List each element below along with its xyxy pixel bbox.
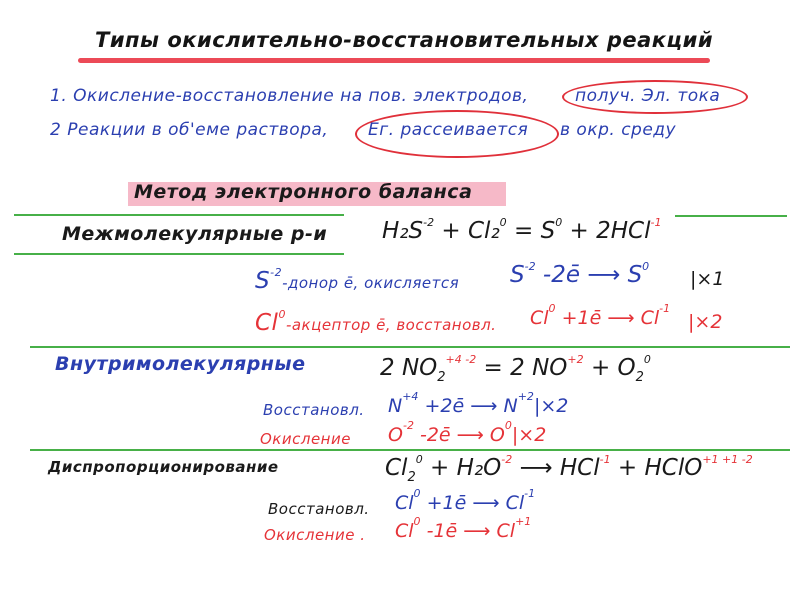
disproportionation-equation [385,453,753,485]
oxidation-state: -2 [524,260,536,273]
plus-sign: + [430,455,450,481]
element-s: S [255,268,271,294]
oxidation-state: 0 [499,216,507,229]
element-cl: Cl [530,307,549,329]
list-item-2-tail: в окр. среду [560,120,677,140]
intermolecular-row-1-half [510,262,649,288]
coefficient: |×2 [533,395,569,417]
method-title: Метод электронного баланса [134,181,473,203]
disproportionation-row-1-label: Восстановл. [268,500,370,518]
intramolecular-row-2-half [388,419,547,446]
element-cl: Cl [395,492,414,514]
half-reaction: -2ē ⟶ S [535,262,643,288]
intramolecular-row-1-label: Восстановл. [263,401,365,419]
oxidation-state: +2 [567,353,584,366]
oxidation-state: 0 [555,216,563,229]
formula-no: 2 NO [510,355,568,381]
section-intramolecular-label: Внутримолекулярные [55,353,306,375]
subscript: 2 [407,470,416,485]
list-item-2-number: 2 [50,120,62,140]
divider-line-1a [14,214,344,216]
half-reaction: +2ē ⟶ N [418,395,518,417]
formula-hclo: HClO [644,455,703,481]
plus-sign: + [569,218,589,244]
oxidation-state: -2 [402,419,414,432]
formula-hcl: 2HCl [596,218,651,244]
intermolecular-row-2-half [530,302,671,329]
half-reaction: +1ē ⟶ Cl [420,492,525,514]
formula-s: S [540,218,556,244]
coefficient: |×2 [511,424,547,446]
role-text: -акцептор ē, восстановл. [285,316,497,334]
disproportionation-row-2-label: Окисление . [264,526,366,544]
list-item-1-text: Окисление-восстановление на пов. электродов, [73,86,529,106]
oxidation-state: 0 [413,515,421,528]
oxidation-state: 0 [643,353,651,366]
oxidation-state: -1 [599,453,611,466]
formula-cl: Cl [385,455,408,481]
oxidation-state: 0 [642,260,650,273]
element-cl: Cl [395,520,414,542]
intramolecular-equation [380,353,651,385]
formula-no: 2 NO [380,355,438,381]
oxidation-state: -1 [650,216,662,229]
formula-o: O [617,355,636,381]
divider-line-1b [675,215,787,217]
reaction-arrow: ⟶ [519,455,553,481]
plus-sign: + [590,355,611,381]
role-text: -донор ē, окисляется [282,274,460,292]
section-disproportionation-label: Диспропорционирование [48,458,279,476]
oxidation-state: +2 [517,390,534,403]
coefficient-1: |×1 [690,268,725,290]
oxidation-state: +1 [515,515,532,528]
intermolecular-equation [382,218,661,244]
disproportionation-row-1-half [395,487,536,514]
oxidation-state: -2 [423,216,435,229]
element-cl: Cl [255,310,279,336]
list-item-1-circled: получ. Эл. тока [575,86,721,106]
list-item-1-number: 1. [50,86,68,106]
list-item-1 [50,86,528,106]
intramolecular-row-1-half [388,390,569,417]
title-underline [78,58,710,63]
divider-line-3 [30,346,790,348]
divider-line-4 [30,449,790,451]
equals-sign: = [513,218,534,244]
element-s: S [510,262,525,288]
formula-hcl: HCl [559,455,600,481]
plus-sign: + [441,218,461,244]
list-item-2 [50,120,328,140]
coefficient-2: |×2 [688,311,723,333]
disproportionation-row-2-half [395,515,532,542]
list-item-2-circled: Eг. рассеивается [368,120,529,140]
oxidation-state: 0 [413,487,421,500]
half-reaction: +1ē ⟶ Cl [555,307,660,329]
oxidation-state: +4 -2 [445,353,477,366]
oxidation-state: -2 [270,266,283,279]
half-reaction: -2ē ⟶ O [413,424,505,446]
plus-sign: + [617,455,638,481]
oxidation-state: 0 [278,308,286,321]
formula-h2s: H₂S [382,218,424,244]
oxidation-state: +4 [402,390,419,403]
page-title: Типы окислительно-восстановительных реакций [95,28,714,52]
formula-h2o: H₂O [456,455,502,481]
formula-cl2: Cl₂ [468,218,500,244]
section-intermolecular-label: Межмолекулярные р-и [62,223,328,245]
oxidation-state: -1 [659,302,671,315]
subscript: 2 [437,370,446,385]
oxidation-state: 0 [415,453,423,466]
intramolecular-row-2-label: Окисление [260,430,351,448]
oxidation-state: 0 [504,419,512,432]
intermolecular-row-1-left [255,268,459,294]
element-n: N [388,395,403,417]
divider-line-2 [14,253,344,255]
intermolecular-row-2-left [255,310,496,336]
oxidation-state: +1 +1 -2 [702,453,753,466]
subscript: 2 [635,370,644,385]
equals-sign: = [483,355,503,381]
oxidation-state: 0 [548,302,556,315]
element-o: O [388,424,403,446]
list-item-2-text: Реакции в об'еме раствора, [67,120,329,140]
half-reaction: -1ē ⟶ Cl [420,520,516,542]
oxidation-state: -1 [524,487,536,500]
oxidation-state: -2 [501,453,513,466]
